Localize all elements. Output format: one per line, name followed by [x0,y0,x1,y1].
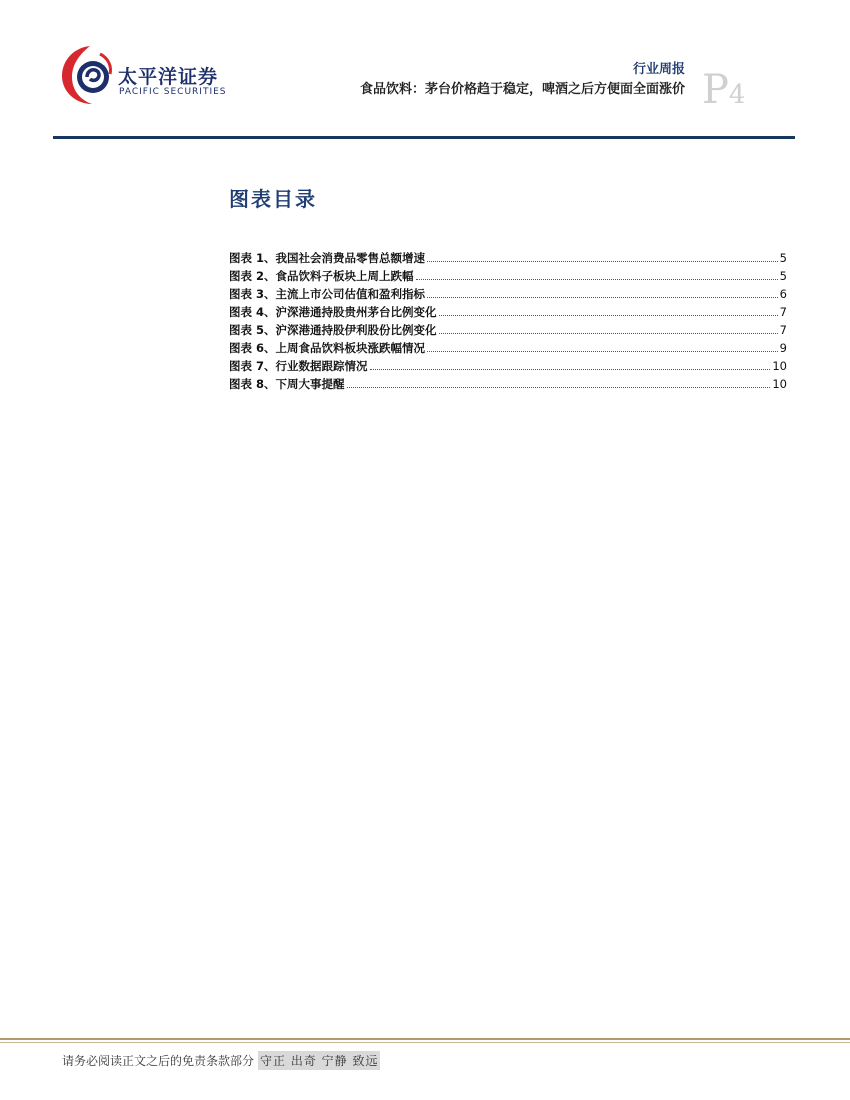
toc-entry-page: 6 [779,287,787,301]
footer [62,1051,380,1070]
toc-leader-dots [347,386,771,388]
report-type: 行业周报 [632,62,685,77]
toc-leader-dots [439,332,778,334]
toc-list [229,250,787,394]
toc-entry[interactable] [229,376,787,394]
toc-leader-dots [427,296,778,298]
toc-entry-page: 7 [779,305,787,319]
toc-entry-label: 图表 8、下周大事提醒 [229,377,345,391]
toc-heading: 图表目录 [229,187,317,211]
toc-entry[interactable] [229,286,787,304]
footer-disclaimer-notice: 请务必阅读正文之后的免责条款部分 [62,1054,255,1068]
toc-entry[interactable] [229,268,787,286]
report-title: 食品饮料：茅台价格趋于稳定，啤酒之后方便面全面涨价 [359,82,685,97]
pacific-logo-icon [60,44,116,106]
toc-entry-label: 图表 1、我国社会消费品零售总额增速 [229,251,426,265]
toc-entry-label: 图表 4、沪深港通持股贵州茅台比例变化 [229,305,437,319]
toc-entry-label: 图表 6、上周食品饮料板块涨跌幅情况 [229,341,426,355]
toc-entry[interactable] [229,358,787,376]
toc-leader-dots [416,278,778,280]
toc-entry[interactable] [229,340,787,358]
toc-entry-page: 9 [779,341,787,355]
toc-entry-page: 5 [779,251,787,265]
toc-leader-dots [427,350,778,352]
toc-leader-dots [439,314,778,316]
toc-entry-page: 5 [779,269,787,283]
page-number-value: 4 [728,80,746,110]
page-letter: P [702,67,729,113]
toc-leader-dots [370,368,771,370]
toc-entry-label: 图表 5、沪深港通持股伊利股份比例变化 [229,323,437,337]
company-logo [60,44,230,114]
toc-entry-label: 图表 7、行业数据跟踪情况 [229,359,368,373]
brand-name-cn: 太平洋证券 [118,66,219,88]
toc-entry[interactable] [229,322,787,340]
toc-entry-label: 图表 3、主流上市公司估值和盈利指标 [229,287,426,301]
brand-name-en: PACIFIC SECURITIES [119,87,227,97]
toc-entry[interactable] [229,304,787,322]
page-number [702,67,746,113]
toc-leader-dots [427,260,778,262]
toc-entry-label: 图表 2、食品饮料子板块上周上跌幅 [229,269,414,283]
toc-entry-page: 7 [779,323,787,337]
footer-divider-thin [0,1042,850,1043]
footer-motto: 守正 出奇 宁静 致远 [258,1051,380,1070]
toc-entry-page: 10 [772,359,787,373]
toc-entry[interactable] [229,250,787,268]
toc-entry-page: 10 [772,377,787,391]
footer-divider [0,1038,850,1040]
header-divider [53,136,795,139]
